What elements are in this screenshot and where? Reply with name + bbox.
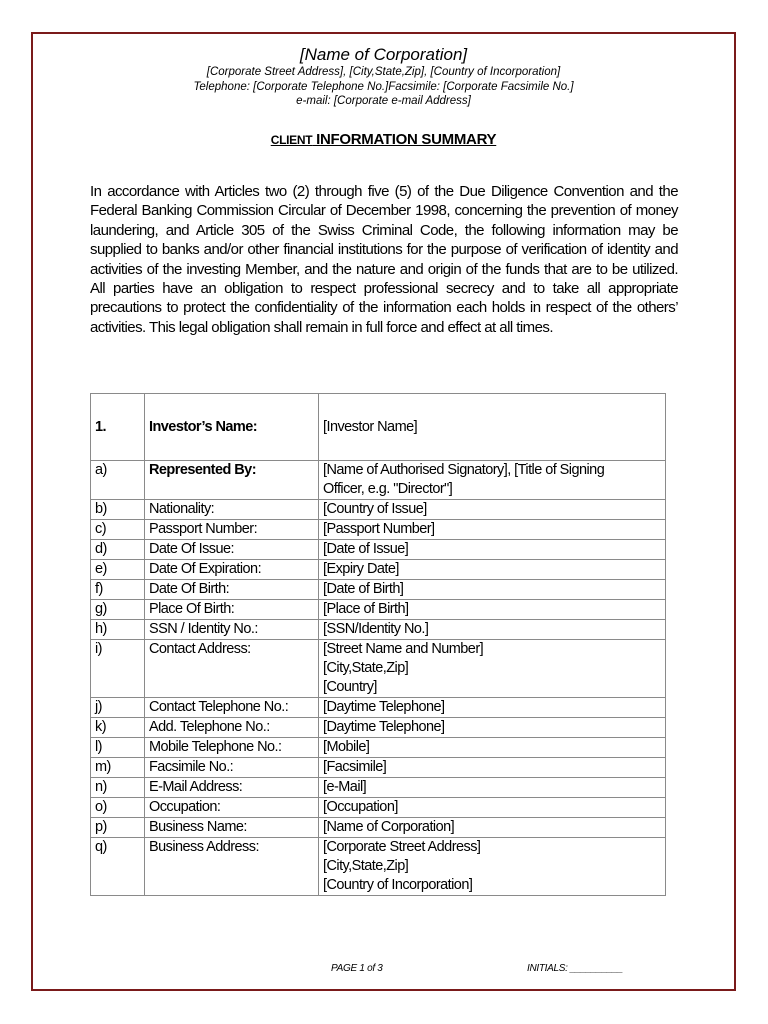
row-value-line: [Date of Birth] (323, 581, 404, 597)
row-value-line: [Expiry Date] (323, 561, 399, 577)
row-label: Investor’s Name: (145, 394, 319, 461)
row-value-line: [Place of Birth] (323, 601, 409, 617)
row-label: Facsimile No.: (145, 758, 319, 778)
table-row (91, 461, 666, 500)
row-label: Contact Address: (145, 640, 319, 698)
row-number: i) (91, 640, 145, 698)
row-value (319, 500, 666, 520)
table-row (91, 540, 666, 560)
row-label: Add. Telephone No.: (145, 718, 319, 738)
row-number: c) (91, 520, 145, 540)
corporation-phone-fax: Telephone: [Corporate Telephone No.]Facsimile: [Corporate Facsimile No.] (193, 80, 574, 93)
table-row (91, 798, 666, 818)
row-value-line: [Facsimile] (323, 759, 387, 775)
row-value (319, 818, 666, 838)
row-value (319, 778, 666, 798)
row-label: E-Mail Address: (145, 778, 319, 798)
row-value (319, 580, 666, 600)
row-value (319, 838, 666, 896)
row-label: Represented By: (145, 461, 319, 500)
row-number: o) (91, 798, 145, 818)
row-value-line: [e-Mail] (323, 779, 367, 795)
row-number: e) (91, 560, 145, 580)
row-value (319, 718, 666, 738)
row-value: [Investor Name] (319, 394, 666, 461)
row-value-line: [Country] (323, 679, 377, 695)
table-row (91, 838, 666, 896)
corporation-address: [Corporate Street Address], [City,State,Zip], [Country of Incorporation] (206, 66, 561, 78)
row-value-line: [Street Name and Number] (323, 641, 484, 657)
row-number: d) (91, 540, 145, 560)
row-value-line: [Occupation] (323, 799, 398, 815)
row-label: Nationality: (145, 500, 319, 520)
row-value-line: [City,State,Zip] (323, 858, 409, 874)
table-row (91, 718, 666, 738)
row-number: a) (91, 461, 145, 500)
table-row (91, 758, 666, 778)
row-value (319, 520, 666, 540)
row-number: h) (91, 620, 145, 640)
row-label: Date Of Expiration: (145, 560, 319, 580)
row-label: Date Of Birth: (145, 580, 319, 600)
row-number: 1. (91, 394, 145, 461)
row-value-line: [Country of Incorporation] (323, 877, 473, 893)
row-value (319, 461, 666, 500)
row-number: n) (91, 778, 145, 798)
row-value-line: [Country of Issue] (323, 501, 427, 517)
letterhead (31, 44, 736, 109)
title-main: INFORMATION SUMMARY (312, 131, 497, 148)
table-row (91, 640, 666, 698)
row-value (319, 560, 666, 580)
row-number: j) (91, 698, 145, 718)
initials-field: INITIALS: __________ (527, 963, 623, 974)
row-label: SSN / Identity No.: (145, 620, 319, 640)
row-value-line: [Name of Corporation] (323, 819, 455, 835)
title-client: CLIENT (270, 133, 313, 147)
row-label: Business Address: (145, 838, 319, 896)
row-number: q) (91, 838, 145, 896)
corporation-name: [Name of Corporation] (299, 45, 468, 64)
row-value-line: [Daytime Telephone] (323, 699, 445, 715)
row-label: Date Of Issue: (145, 540, 319, 560)
table-row (91, 620, 666, 640)
table-row (91, 698, 666, 718)
table-row (91, 580, 666, 600)
table-row (91, 520, 666, 540)
row-label: Contact Telephone No.: (145, 698, 319, 718)
row-value-line: [SSN/Identity No.] (323, 621, 429, 637)
row-value (319, 600, 666, 620)
page-number: PAGE 1 of 3 (331, 963, 383, 974)
row-value (319, 698, 666, 718)
client-info-table (90, 393, 666, 896)
row-number: p) (91, 818, 145, 838)
row-value (319, 738, 666, 758)
row-label: Mobile Telephone No.: (145, 738, 319, 758)
row-value (319, 540, 666, 560)
row-number: l) (91, 738, 145, 758)
row-label: Business Name: (145, 818, 319, 838)
row-value (319, 620, 666, 640)
table-row (91, 500, 666, 520)
row-label: Place Of Birth: (145, 600, 319, 620)
row-number: m) (91, 758, 145, 778)
row-value-line: [Corporate Street Address] (323, 839, 481, 855)
row-number: g) (91, 600, 145, 620)
document-title (31, 131, 736, 148)
row-value (319, 758, 666, 778)
table-row (91, 818, 666, 838)
row-label: Occupation: (145, 798, 319, 818)
row-value-line: [Daytime Telephone] (323, 719, 445, 735)
row-label: Passport Number: (145, 520, 319, 540)
row-value-line: [Mobile] (323, 739, 370, 755)
row-number: f) (91, 580, 145, 600)
row-value-line: [City,State,Zip] (323, 660, 409, 676)
table-row (91, 738, 666, 758)
row-value-line: [Date of Issue] (323, 541, 409, 557)
intro-paragraph: In accordance with Articles two (2) through five (5) of the Due Diligence Convention and the Federal Banking Commission Circular of December 1998, concerning the prevention of money laundering, and Article 305 of the Swiss Criminal Code, the following information may be supplied to banks and/or other financial institutions for the purpose of verification of identity and activities of the investing Member, and the nature and origin of the funds that are to be utilized. All parties have an obligation to respect professional secrecy and to take all appropriate precautions to protect the confidentiality of the information each holds in respect of the others’ activities. This legal obligation shall remain in full force and effect at all times. (90, 183, 678, 336)
table-row (91, 600, 666, 620)
row-value-line: [Name of Authorised Signatory], [Title of Signing (323, 462, 605, 478)
row-value (319, 640, 666, 698)
corporation-email: e-mail: [Corporate e-mail Address] (296, 95, 471, 107)
table-row-investor-name (91, 394, 666, 461)
row-number: b) (91, 500, 145, 520)
row-value (319, 798, 666, 818)
row-value-line: [Passport Number] (323, 521, 435, 537)
row-number: k) (91, 718, 145, 738)
table-row (91, 560, 666, 580)
table-row (91, 778, 666, 798)
row-value-line: Officer, e.g. "Director"] (323, 481, 453, 497)
